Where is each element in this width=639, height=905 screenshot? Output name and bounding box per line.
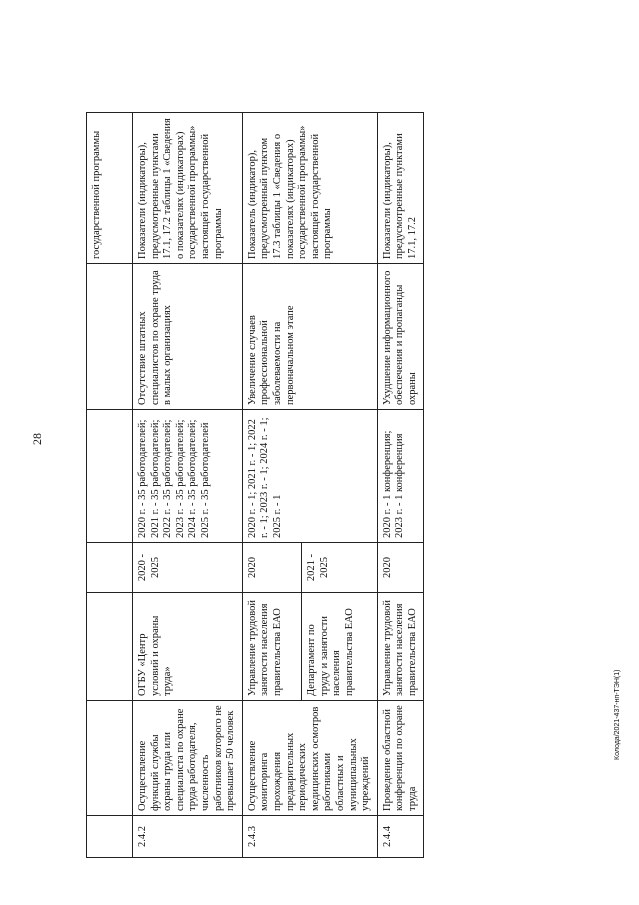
consequence-cell: Ухудшение информационного обеспечения и пропаганды охраны xyxy=(377,264,424,410)
activity-cell: Осуществление мониторинга прохождения предварительных периодических медицинских осмотров работниками областных и муниципальных учреждений xyxy=(242,701,377,816)
row-number: 2.4.2 xyxy=(133,816,243,858)
table-row-2-4-4 xyxy=(377,113,424,858)
program-activities-table xyxy=(86,112,424,858)
row-number: 2.4.3 xyxy=(242,816,377,858)
years-cell: 2020 xyxy=(377,543,424,593)
executor-cell: Департамент по труду и занятости населения правительства ЕАО xyxy=(302,593,377,701)
executor-cell: Управление трудовой занятости населения правительства ЕАО xyxy=(242,593,301,701)
result-cell: 2020 г. - 1; 2021 г. - 1; 2022 г. - 1; 2023 г. - 1; 2024 г. - 1; 2025 г. - 1 xyxy=(242,410,377,543)
row-number: 2.4.4 xyxy=(377,816,424,858)
indicator-cell: Показатели (индикаторы), предусмотренные пунктами 17.1, 17.2 xyxy=(377,113,424,264)
rotated-table-container xyxy=(86,113,576,858)
page-number: 28 xyxy=(30,433,44,445)
consequence-cell: Отсутствие штатных специалистов по охране труда в малых организациях xyxy=(133,264,243,410)
result-cell: 2020 г. - 1 конференция; 2023 г. - 1 конференция xyxy=(377,410,424,543)
continued-header-cell: государственной программы xyxy=(87,113,133,264)
indicator-cell: Показатель (индикатор), предусмотренный пунктом 17.3 таблицы 1 «Сведения о показателях (индикаторах) государственной программы» настоящей государственной программы xyxy=(242,113,377,264)
years-cell: 2020 - 2025 xyxy=(133,543,243,593)
indicator-cell: Показатели (индикаторы), предусмотренные пунктами 17.1, 17.2 таблицы 1 «Сведения о показателях (индикаторах) государственной программы» настоящей государственной программы xyxy=(133,113,243,264)
executor-cell: Управление трудовой занятости населения правительства ЕАО xyxy=(377,593,424,701)
years-cell: 2020 xyxy=(242,543,301,593)
activity-cell: Проведение областной конференции по охране труда xyxy=(377,701,424,816)
continued-header-row xyxy=(87,113,133,858)
table-row-2-4-2 xyxy=(133,113,243,858)
consequence-cell: Увеличение случаев профессиональной заболеваемости на первоначальном этапе xyxy=(242,264,377,410)
document-stamp: Колода/2021-437-нп-ТЭН(1) xyxy=(614,669,621,760)
table-row-2-4-3 xyxy=(242,113,301,858)
activity-cell: Осуществление функций службы охраны труда или специалиста по охране труда работодателя, численность работников которого не превышает 50 человек xyxy=(133,701,243,816)
result-cell: 2020 г. - 35 работодателей; 2021 г. - 35 работодателей; 2022 г. - 35 работодателей; 2023 г. - 35 работодателей; 2024 г. - 35 работодателей; 2025 г. - 35 работодателей xyxy=(133,410,243,543)
years-cell: 2021 - 2025 xyxy=(302,543,377,593)
executor-cell: ОГБУ «Центр условий и охраны труда» xyxy=(133,593,243,701)
